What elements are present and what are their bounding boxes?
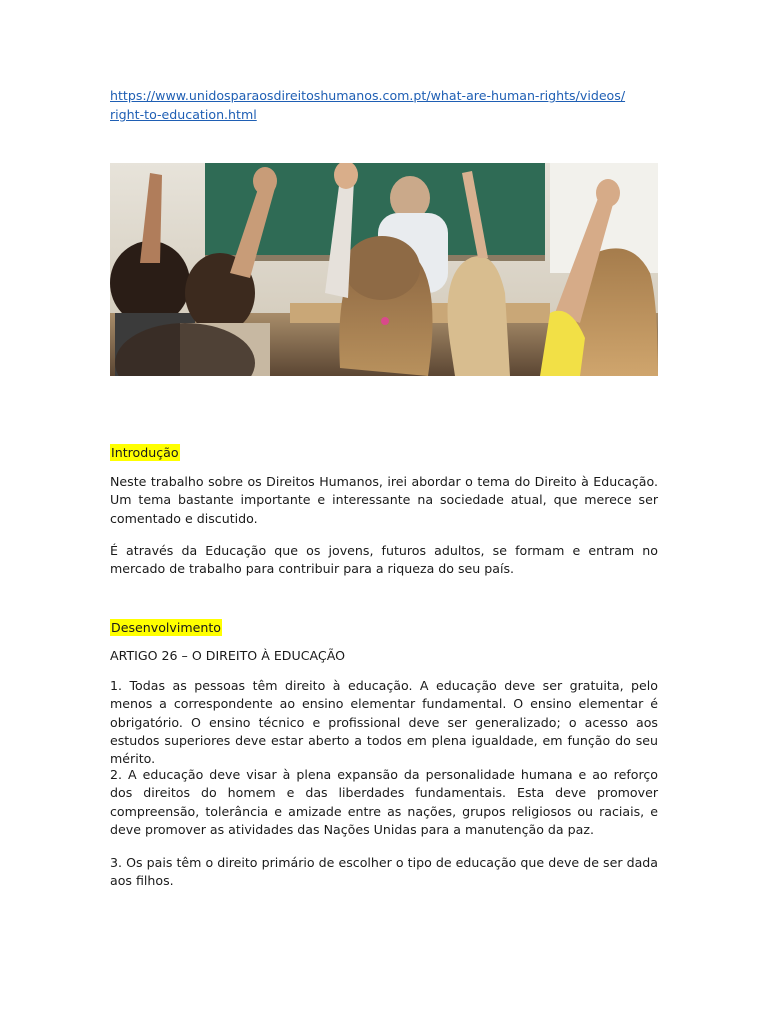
classroom-photo-illustration — [110, 163, 658, 376]
article-item-3: 3. Os pais têm o direito primário de escolher o tipo de educação que deve de ser dada aos filhos. — [110, 855, 658, 889]
source-link-line1[interactable]: https://www.unidosparaosdireitoshumanos.com.pt/what-are-human-rights/videos/ — [110, 88, 626, 103]
source-link-line2[interactable]: right-to-education.html — [110, 107, 257, 122]
article-item-1: 1. Todas as pessoas têm direito à educação. A educação deve ser gratuita, pelo menos a correspondente ao ensino elementar fundamental. O ensino elementar é obrigatório. O ensino técnico e profissional deve ser generalizado; o acesso aos estudos superiores deve estar aberto a todos em plena igualdade, em função do seu mérito. — [110, 678, 658, 767]
article-title: ARTIGO 26 – O DIREITO À EDUCAÇÃO — [110, 648, 345, 663]
intro-heading: Introdução — [111, 445, 179, 460]
classroom-photo — [110, 163, 658, 376]
development-heading: Desenvolvimento — [111, 620, 221, 635]
intro-paragraph-2: É através da Educação que os jovens, futuros adultos, se formam e entram no mercado de trabalho para contribuir para a riqueza do seu país. — [110, 543, 658, 577]
source-link[interactable] — [110, 86, 670, 124]
intro-paragraph-1: Neste trabalho sobre os Direitos Humanos, irei abordar o tema do Direito à Educação. Um tema bastante importante e interessante na sociedade atual, que merece ser comentado e discutido. — [110, 474, 658, 526]
article-item-2: 2. A educação deve visar à plena expansão da personalidade humana e ao reforço dos direitos do homem e das liberdades fundamentais. Esta deve promover compreensão, tolerância e amizade entre as nações, grupos religiosos ou raciais, e deve promover as atividades das Nações Unidas para a manutenção da paz. — [110, 767, 658, 837]
